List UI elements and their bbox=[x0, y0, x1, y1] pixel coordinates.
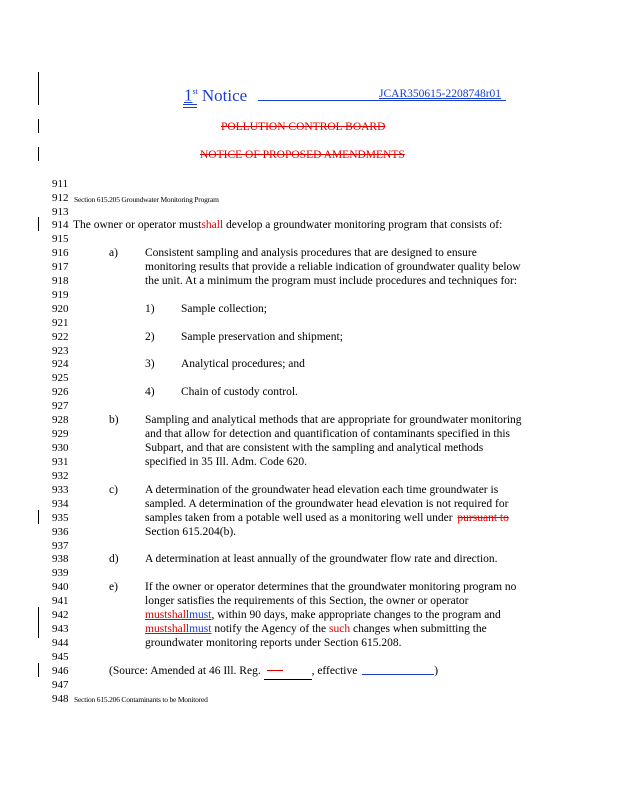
para-c-line3-text: samples taken from a potable well used as a monitoring well under bbox=[145, 512, 456, 524]
notice-superscript: st bbox=[192, 87, 198, 96]
intro-must: must bbox=[179, 219, 202, 231]
line-number: 926 bbox=[52, 386, 69, 398]
source-reg-blank bbox=[264, 666, 312, 680]
para-a-line1: Consistent sampling and analysis procedures that are designed to ensure bbox=[145, 247, 477, 259]
intro-text-a: The owner or operator bbox=[73, 219, 180, 231]
line-number: 934 bbox=[52, 498, 69, 510]
notice-dbl-mark bbox=[183, 104, 197, 108]
para-e-line3 bbox=[145, 609, 501, 622]
para-e-line2: longer satisfies the requirements of this Section, the owner or operator bbox=[145, 595, 469, 607]
line-number: 920 bbox=[52, 303, 69, 315]
line-number: 915 bbox=[52, 233, 69, 245]
red-mustshall: mustshall bbox=[145, 623, 190, 635]
line-number: 942 bbox=[52, 609, 69, 621]
change-bar bbox=[38, 147, 39, 161]
line-number: 912 bbox=[52, 192, 69, 204]
notice-number: 1 bbox=[184, 85, 193, 105]
notice-title: NOTICE OF PROPOSED AMENDMENTS bbox=[200, 149, 405, 161]
line-number: 911 bbox=[52, 178, 69, 190]
red-such: such bbox=[329, 623, 351, 635]
line-number: 924 bbox=[52, 358, 69, 370]
deleted-pursuant-to: pursuant to bbox=[457, 512, 509, 524]
line-number: 917 bbox=[52, 261, 69, 273]
change-bar bbox=[38, 119, 39, 133]
para-a-line2: monitoring results that provide a reliable indication of groundwater quality below bbox=[145, 261, 521, 273]
source-text-c: ) bbox=[434, 665, 439, 677]
para-e-line5: groundwater monitoring reports under Section 615.208. bbox=[145, 637, 402, 649]
line-number: 944 bbox=[52, 637, 69, 649]
doc-id: JCAR350615-2208748r01 bbox=[379, 88, 502, 100]
line-number: 923 bbox=[52, 345, 69, 357]
line-number: 933 bbox=[52, 484, 69, 496]
source-text-a: (Source: Amended at 46 Ill. Reg. bbox=[109, 665, 264, 677]
para-c-line2: sampled. A determination of the groundwater head elevation is not required for bbox=[145, 498, 509, 510]
item-num-1: 1) bbox=[145, 303, 155, 315]
section-heading-206: Section 615.206 Contaminants to be Monitored bbox=[74, 695, 208, 704]
notice-heading bbox=[184, 82, 247, 106]
label-d: d) bbox=[109, 553, 119, 565]
change-bar bbox=[38, 72, 39, 105]
para-c-line4: Section 615.204(b). bbox=[145, 526, 237, 538]
para-e-line4-text-b: changes when submitting the bbox=[350, 623, 487, 635]
line-number: 930 bbox=[52, 442, 69, 454]
line-number: 932 bbox=[52, 470, 69, 482]
line-number: 931 bbox=[52, 456, 69, 468]
line-number: 919 bbox=[52, 289, 69, 301]
item-text-2: Sample preservation and shipment; bbox=[181, 331, 343, 343]
para-b-line1: Sampling and analytical methods that are appropriate for groundwater monitoring bbox=[145, 414, 522, 426]
red-mustshall: mustshall bbox=[145, 609, 190, 621]
source-effective-blank bbox=[362, 674, 434, 675]
item-text-3: Analytical procedures; and bbox=[181, 358, 305, 370]
label-a: a) bbox=[109, 247, 118, 259]
para-e-line4-text-a: notify the Agency of the bbox=[211, 623, 329, 635]
change-bar bbox=[38, 510, 39, 524]
line-number: 914 bbox=[52, 219, 69, 231]
para-a-line3: the unit. At a minimum the program must include procedures and techniques for: bbox=[145, 275, 518, 287]
source-text-b: , effective bbox=[311, 665, 361, 677]
line-number: 936 bbox=[52, 526, 69, 538]
line-number: 941 bbox=[52, 595, 69, 607]
line-number: 945 bbox=[52, 651, 69, 663]
para-c-line3 bbox=[145, 512, 509, 525]
intro-sentence bbox=[73, 219, 502, 232]
line-number: 913 bbox=[52, 206, 69, 218]
item-num-4: 4) bbox=[145, 386, 155, 398]
line-number: 943 bbox=[52, 623, 69, 635]
source-note bbox=[109, 665, 438, 679]
blue-must: must bbox=[189, 623, 212, 635]
intro-text-b: develop a groundwater monitoring program that consists of: bbox=[223, 219, 503, 231]
label-c: c) bbox=[109, 484, 118, 496]
para-c-line1: A determination of the groundwater head elevation each time groundwater is bbox=[145, 484, 499, 496]
section-heading-205: Section 615.205 Groundwater Monitoring Program bbox=[74, 195, 219, 204]
label-e: e) bbox=[109, 581, 118, 593]
item-text-1: Sample collection; bbox=[181, 303, 267, 315]
board-name: POLLUTION CONTROL BOARD bbox=[221, 121, 386, 133]
item-num-2: 2) bbox=[145, 331, 155, 343]
para-b-line3: Subpart, and that are consistent with the sampling and analytical methods bbox=[145, 442, 484, 454]
para-d-line1: A determination at least annually of the groundwater flow rate and direction. bbox=[145, 553, 498, 565]
item-num-3: 3) bbox=[145, 358, 155, 370]
line-number: 921 bbox=[52, 317, 69, 329]
para-e-line4 bbox=[145, 623, 487, 636]
para-e-line3-text: , within 90 days, make appropriate changes to the program and bbox=[211, 609, 501, 621]
change-bar bbox=[38, 217, 39, 231]
line-number: 928 bbox=[52, 414, 69, 426]
line-number: 946 bbox=[52, 665, 69, 677]
para-b-line4: specified in 35 Ill. Adm. Code 620. bbox=[145, 456, 307, 468]
label-b: b) bbox=[109, 414, 119, 426]
line-number: 925 bbox=[52, 372, 69, 384]
notice-word: Notice bbox=[201, 85, 248, 105]
line-number: 929 bbox=[52, 428, 69, 440]
item-text-4: Chain of custody control. bbox=[181, 386, 298, 398]
line-number: 948 bbox=[52, 693, 69, 705]
line-number: 937 bbox=[52, 540, 69, 552]
line-number: 938 bbox=[52, 553, 69, 565]
line-number: 940 bbox=[52, 581, 69, 593]
change-bar bbox=[38, 607, 39, 638]
line-number: 916 bbox=[52, 247, 69, 259]
para-b-line2: and that allow for detection and quantification of contaminants specified in this bbox=[145, 428, 511, 440]
line-number: 947 bbox=[52, 679, 69, 691]
intro-shall: shall bbox=[201, 219, 224, 231]
line-number: 918 bbox=[52, 275, 69, 287]
line-number: 927 bbox=[52, 400, 69, 412]
para-e-line1: If the owner or operator determines that the groundwater monitoring program no bbox=[145, 581, 517, 593]
line-number: 935 bbox=[52, 512, 69, 524]
blue-must: must bbox=[189, 609, 212, 621]
line-number: 922 bbox=[52, 331, 69, 343]
line-number: 939 bbox=[52, 567, 69, 579]
change-bar bbox=[38, 663, 39, 677]
